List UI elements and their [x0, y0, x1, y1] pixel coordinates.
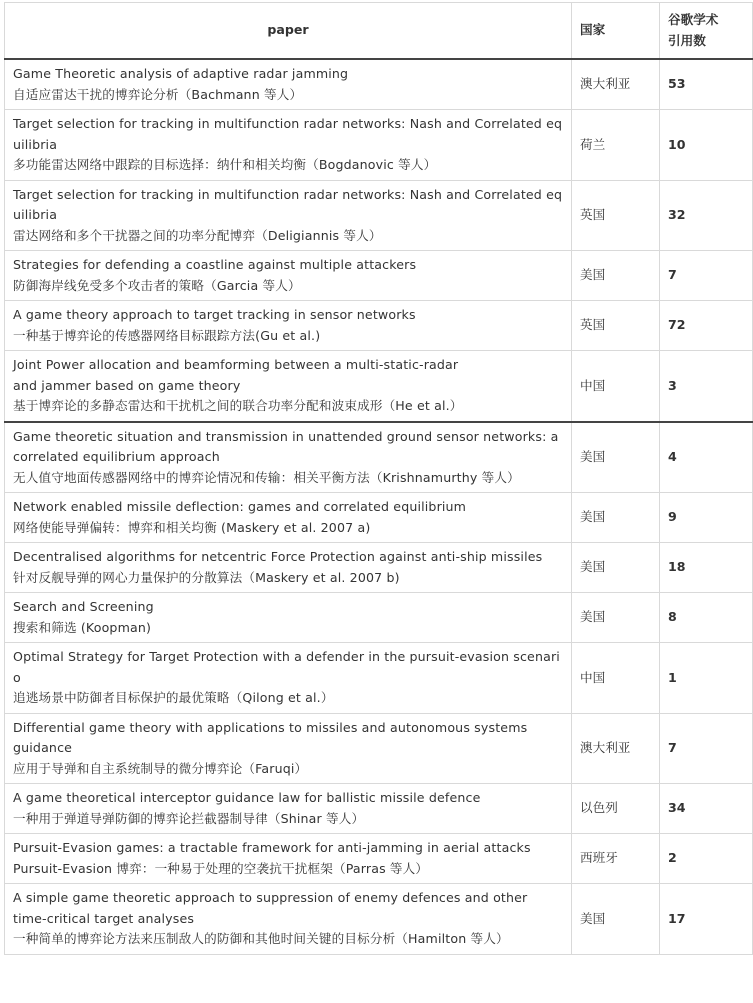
paper-cell — [5, 110, 572, 181]
country-cell: 中国 — [572, 643, 660, 714]
table-row — [5, 884, 753, 955]
paper-title-zh: 针对反舰导弹的网心力量保护的分散算法（Maskery et al. 2007 b) — [13, 569, 400, 585]
paper-cell — [5, 543, 572, 593]
header-row — [5, 3, 753, 60]
table-row — [5, 180, 753, 251]
country-cell: 美国 — [572, 593, 660, 643]
paper-title-zh: 雷达网络和多个干扰器之间的功率分配博弈（Deligiannis 等人） — [13, 227, 382, 243]
table-row — [5, 593, 753, 643]
paper-title-zh: 防御海岸线免受多个攻击者的策略（Garcia 等人） — [13, 277, 301, 293]
paper-cell — [5, 59, 572, 110]
paper-title-en: A game theory approach to target tracking in sensor networks — [13, 307, 416, 322]
paper-title-en-line2: time-critical target analyses — [13, 910, 195, 926]
citations-cell: 1 — [660, 643, 753, 714]
paper-title-en: Pursuit-Evasion games: a tractable framework for anti-jamming in aerial attacks — [13, 840, 531, 855]
paper-cell — [5, 180, 572, 251]
table-row — [5, 59, 753, 110]
paper-cell — [5, 422, 572, 493]
table-row — [5, 422, 753, 493]
country-cell: 美国 — [572, 422, 660, 493]
paper-cell — [5, 301, 572, 351]
country-cell: 澳大利亚 — [572, 713, 660, 784]
country-cell: 美国 — [572, 493, 660, 543]
paper-title-en-line2: and jammer based on game theory — [13, 377, 241, 393]
table-row — [5, 251, 753, 301]
paper-title-en-line1: Differential game theory with applications to missiles and autonomous systems — [13, 719, 528, 735]
citations-cell: 8 — [660, 593, 753, 643]
paper-title-zh: 基于博弈论的多静态雷达和干扰机之间的联合功率分配和波束成形（He et al.） — [13, 398, 463, 413]
table-row — [5, 713, 753, 784]
header-country: 国家 — [572, 3, 660, 60]
citations-cell: 4 — [660, 422, 753, 493]
paper-cell — [5, 251, 572, 301]
country-cell: 西班牙 — [572, 834, 660, 884]
table-row — [5, 351, 753, 422]
country-cell: 荷兰 — [572, 110, 660, 181]
paper-title-en: Target selection for tracking in multifunction radar networks: Nash and Correlated equilibria — [13, 186, 563, 222]
paper-title-zh: 一种用于弹道导弹防御的博弈论拦截器制导律（Shinar 等人） — [13, 810, 365, 826]
paper-title-en-line1: A simple game theoretic approach to suppression of enemy defences and other — [13, 890, 528, 905]
country-cell: 以色列 — [572, 784, 660, 834]
citations-cell: 3 — [660, 351, 753, 422]
country-cell: 美国 — [572, 543, 660, 593]
paper-cell — [5, 643, 572, 714]
citations-cell: 53 — [660, 59, 753, 110]
citations-cell: 34 — [660, 784, 753, 834]
paper-title-en: Search and Screening — [13, 599, 154, 614]
table-row — [5, 301, 753, 351]
paper-cell — [5, 593, 572, 643]
header-citations-line1: 谷歌学术 — [668, 12, 719, 27]
country-cell: 美国 — [572, 251, 660, 301]
header-citations-line2: 引用数 — [668, 32, 706, 48]
paper-cell — [5, 884, 572, 955]
citations-cell: 18 — [660, 543, 753, 593]
citations-cell: 2 — [660, 834, 753, 884]
paper-title-zh: 网络使能导弹偏转：博弈和相关均衡 (Maskery et al. 2007 a) — [13, 519, 371, 535]
paper-cell — [5, 351, 572, 422]
paper-title-zh: 一种简单的博弈论方法来压制敌人的防御和其他时间关键的目标分析（Hamilton 等人） — [13, 931, 509, 946]
country-cell: 澳大利亚 — [572, 59, 660, 110]
country-cell: 美国 — [572, 884, 660, 955]
paper-title-en-line2: guidance — [13, 740, 73, 755]
country-cell: 英国 — [572, 180, 660, 251]
paper-title-zh: Pursuit-Evasion 博弈：一种易于处理的空袭抗干扰框架（Parras 等人） — [13, 860, 429, 876]
paper-title-zh: 无人值守地面传感器网络中的博弈论情况和传输：相关平衡方法（Krishnamurthy 等人） — [13, 469, 520, 485]
citations-cell: 32 — [660, 180, 753, 251]
paper-title-en: Network enabled missile deflection: games and correlated equilibrium — [13, 499, 467, 514]
table-row — [5, 543, 753, 593]
citations-cell: 7 — [660, 251, 753, 301]
citations-cell: 10 — [660, 110, 753, 181]
paper-title-en: Optimal Strategy for Target Protection with a defender in the pursuit-evasion scenario — [13, 649, 560, 685]
citations-cell: 7 — [660, 713, 753, 784]
header-paper: paper — [5, 3, 572, 60]
paper-title-zh: 多功能雷达网络中跟踪的目标选择：纳什和相关均衡（Bogdanovic 等人） — [13, 157, 437, 172]
paper-title-zh: 应用于导弹和自主系统制导的微分博弈论（Faruqi） — [13, 760, 308, 776]
table-row — [5, 784, 753, 834]
citations-cell: 72 — [660, 301, 753, 351]
paper-title-en-line1: Joint Power allocation and beamforming between a multi-static-radar — [13, 357, 459, 372]
paper-title-zh: 追逃场景中防御者目标保护的最优策略（Qilong et al.） — [13, 690, 334, 705]
paper-title-en: Strategies for defending a coastline against multiple attackers — [13, 257, 417, 272]
paper-cell — [5, 784, 572, 834]
paper-title-en: Game Theoretic analysis of adaptive radar jamming — [13, 66, 349, 81]
table-row — [5, 110, 753, 181]
header-citations — [660, 3, 753, 60]
citations-cell: 9 — [660, 493, 753, 543]
paper-title-en: A game theoretical interceptor guidance law for ballistic missile defence — [13, 790, 481, 805]
papers-table — [4, 2, 753, 955]
paper-cell — [5, 713, 572, 784]
paper-title-zh: 一种基于博弈论的传感器网络目标跟踪方法(Gu et al.) — [13, 327, 321, 343]
paper-title-zh: 自适应雷达干扰的博弈论分析（Bachmann 等人） — [13, 86, 303, 102]
country-cell: 英国 — [572, 301, 660, 351]
paper-title-en: Game theoretic situation and transmission in unattended ground sensor networks: a correlated equilibrium approach — [13, 428, 559, 464]
paper-cell — [5, 493, 572, 543]
paper-cell — [5, 834, 572, 884]
table-row — [5, 643, 753, 714]
country-cell: 中国 — [572, 351, 660, 422]
citations-cell: 17 — [660, 884, 753, 955]
paper-title-zh: 搜索和筛选 (Koopman) — [13, 619, 152, 635]
paper-title-en: Target selection for tracking in multifunction radar networks: Nash and Correlated equilibria — [13, 116, 563, 152]
table-row — [5, 493, 753, 543]
paper-title-en: Decentralised algorithms for netcentric Force Protection against anti-ship missiles — [13, 549, 543, 564]
table-row — [5, 834, 753, 884]
